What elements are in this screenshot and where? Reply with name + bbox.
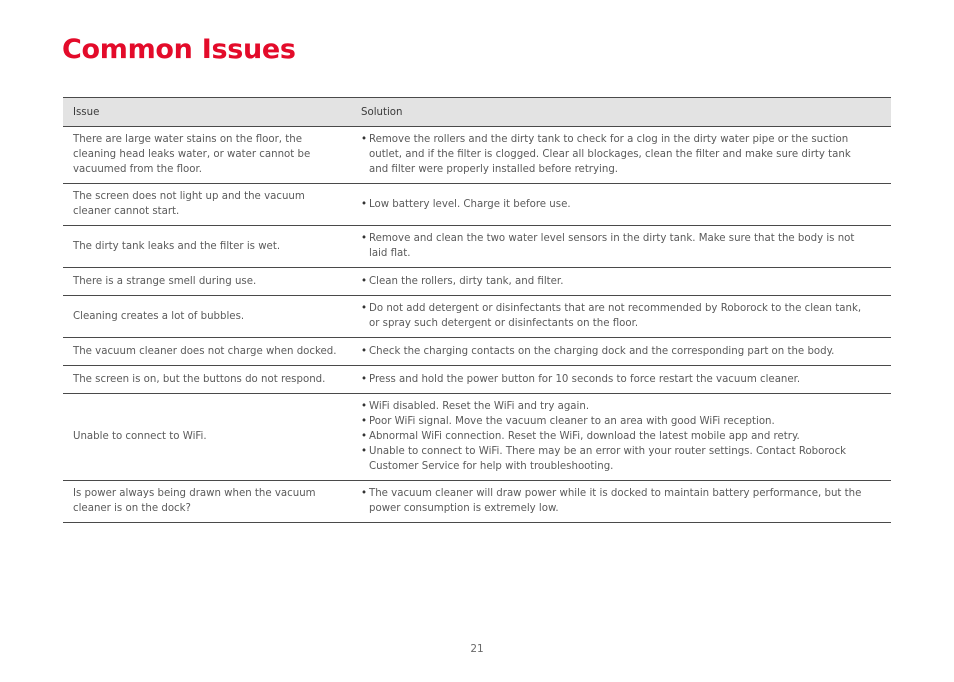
solution-item: • Clean the rollers, dirty tank, and filter.	[361, 274, 881, 289]
solution-item: • Check the charging contacts on the charging dock and the corresponding part on the body.	[361, 344, 881, 359]
solution-cell	[351, 394, 891, 481]
solution-list	[361, 132, 881, 177]
solution-item: • Do not add detergent or disinfectants that are not recommended by Roborock to the clean tank, or spray such detergent or disinfectants on the floor.	[361, 301, 881, 331]
solution-cell	[351, 268, 891, 296]
issue-cell: Unable to connect to WiFi.	[63, 394, 351, 481]
issue-cell: Cleaning creates a lot of bubbles.	[63, 296, 351, 338]
page-number: 21	[470, 643, 484, 655]
solution-item: • Remove the rollers and the dirty tank to check for a clog in the dirty water pipe or the suction outlet, and if the filter is clogged. Clear all blockages, clean the filter and make sure dirty tank and filter were properly installed before retrying.	[361, 132, 881, 177]
solution-list	[361, 344, 881, 359]
issue-cell: There is a strange smell during use.	[63, 268, 351, 296]
solution-item: • The vacuum cleaner will draw power while it is docked to maintain battery performance, but the power consumption is extremely low.	[361, 486, 881, 516]
issue-cell: There are large water stains on the floor, the cleaning head leaks water, or water cannot be vacuumed from the floor.	[63, 127, 351, 184]
solution-item: • Low battery level. Charge it before use.	[361, 197, 881, 212]
solution-list	[361, 399, 881, 474]
table-row	[63, 296, 891, 338]
solution-column-header: Solution	[351, 98, 891, 127]
solution-list	[361, 231, 881, 261]
solution-item: • Unable to connect to WiFi. There may be an error with your router settings. Contact Roborock Customer Service for help with troubleshooting.	[361, 444, 881, 474]
solution-list	[361, 486, 881, 516]
solution-item: • Press and hold the power button for 10 seconds to force restart the vacuum cleaner.	[361, 372, 881, 387]
solution-cell	[351, 366, 891, 394]
solution-item: • Poor WiFi signal. Move the vacuum cleaner to an area with good WiFi reception.	[361, 414, 881, 429]
issue-cell: The dirty tank leaks and the filter is wet.	[63, 226, 351, 268]
table-row	[63, 226, 891, 268]
table-row	[63, 127, 891, 184]
issue-cell: The screen is on, but the buttons do not respond.	[63, 366, 351, 394]
solution-cell	[351, 481, 891, 523]
solution-list	[361, 274, 881, 289]
solution-list	[361, 301, 881, 331]
common-issues-table	[63, 97, 891, 523]
table-row	[63, 268, 891, 296]
solution-list	[361, 197, 881, 212]
table-header-row	[63, 98, 891, 127]
solution-cell	[351, 127, 891, 184]
solution-item: • WiFi disabled. Reset the WiFi and try again.	[361, 399, 881, 414]
page-title: Common Issues	[62, 34, 296, 65]
table-body	[63, 127, 891, 523]
issue-column-header: Issue	[63, 98, 351, 127]
issue-cell: The vacuum cleaner does not charge when docked.	[63, 338, 351, 366]
issue-cell: The screen does not light up and the vacuum cleaner cannot start.	[63, 184, 351, 226]
solution-cell	[351, 184, 891, 226]
table-row	[63, 184, 891, 226]
solution-item: • Remove and clean the two water level sensors in the dirty tank. Make sure that the body is not laid flat.	[361, 231, 881, 261]
issue-cell: Is power always being drawn when the vacuum cleaner is on the dock?	[63, 481, 351, 523]
table-row	[63, 481, 891, 523]
solution-list	[361, 372, 881, 387]
solution-cell	[351, 338, 891, 366]
table-row	[63, 366, 891, 394]
solution-cell	[351, 296, 891, 338]
solution-item: • Abnormal WiFi connection. Reset the WiFi, download the latest mobile app and retry.	[361, 429, 881, 444]
solution-cell	[351, 226, 891, 268]
table-row	[63, 338, 891, 366]
table-row	[63, 394, 891, 481]
